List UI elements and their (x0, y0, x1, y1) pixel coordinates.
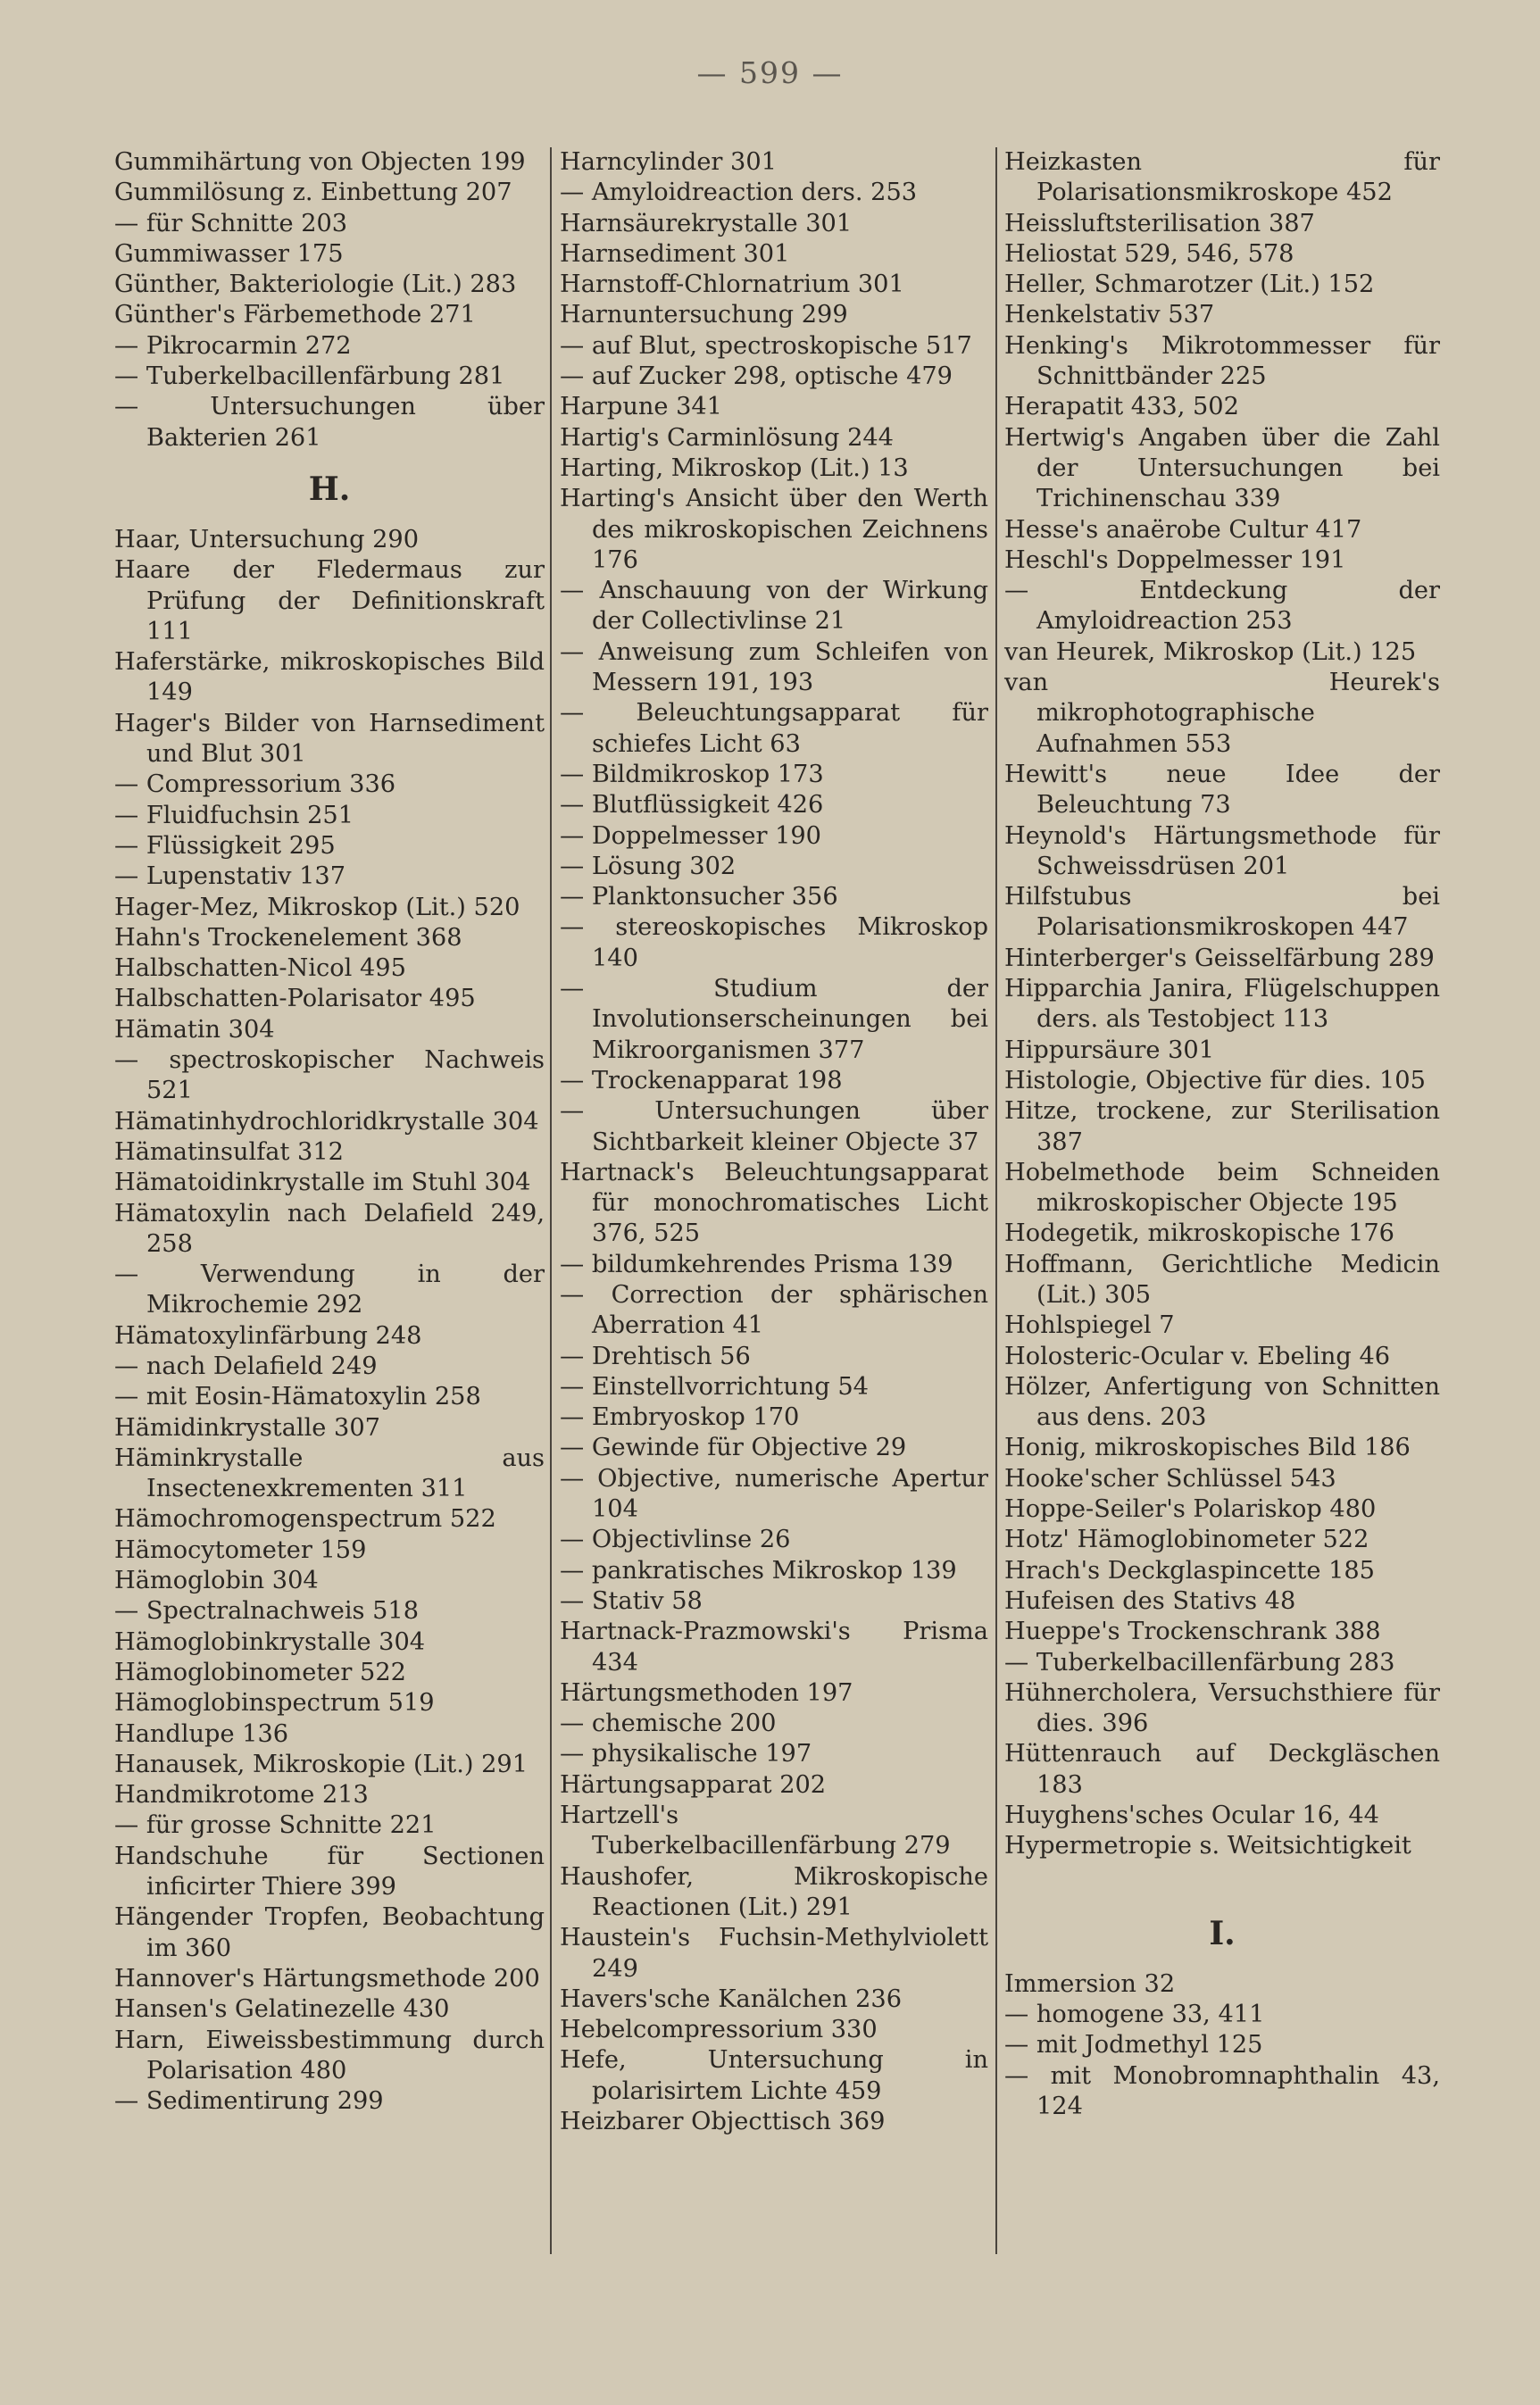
index-entry: — Einstellvorrichtung 54 (560, 1372, 869, 1401)
index-entry: Haare der Fledermaus zur Prüfung der Definitionskraft 111 (114, 556, 545, 645)
index-entry: — Lösung 302 (560, 852, 737, 880)
index-entry: Huyghens'sches Ocular 16, 44 (1004, 1802, 1379, 1830)
index-entry: Hager's Bilder von Harnsediment und Blut 301 (114, 709, 545, 769)
index-entry: — Untersuchungen über Sichtbarkeit kleiner Objecte 37 (560, 1097, 988, 1156)
index-entry: Hartnack's Beleuchtungsapparat für monochromatisches Licht 376, 525 (560, 1158, 988, 1248)
index-entry: Hotz' Hämoglobinometer 522 (1004, 1526, 1369, 1554)
index-entry: Havers'sche Kanälchen 236 (560, 1985, 903, 2013)
index-entry: Hohlspiegel 7 (1004, 1311, 1175, 1340)
index-entry: Hämatin 304 (114, 1015, 275, 1044)
index-entry: Haferstärke, mikroskopisches Bild 149 (114, 648, 545, 707)
index-entry: — nach Delafield 249 (114, 1352, 378, 1380)
index-entry: Hühnercholera, Versuchsthiere für dies. 396 (1004, 1678, 1440, 1738)
index-entry: — Drehtisch 56 (560, 1342, 751, 1370)
index-entry: — Correction der sphärischen Aberration 41 (560, 1280, 988, 1340)
index-entry: Hertwig's Angaben über die Zahl der Untersuchungen bei Trichinenschau 339 (1004, 423, 1440, 513)
index-entry: Hinterberger's Geisselfärbung 289 (1004, 944, 1435, 972)
index-entry: Henkelstativ 537 (1004, 301, 1215, 329)
index-entry: Hoffmann, Gerichtliche Medicin (Lit.) 305 (1004, 1250, 1440, 1309)
index-entry: Hartzell's Tuberkelbacillenfärbung 279 (560, 1802, 951, 1860)
index-entry: — Spectralnachweis 518 (114, 1597, 419, 1626)
index-entry: Hueppe's Trockenschrank 388 (1004, 1618, 1381, 1646)
index-entry: Harnsäurekrystalle 301 (560, 209, 853, 237)
index-entry: Histologie, Objective für dies. 105 (1004, 1066, 1426, 1094)
section-letter: I. (1209, 1914, 1236, 1952)
index-entry: Günther's Färbemethode 271 (114, 301, 476, 329)
index-entry: — Fluidfuchsin 251 (114, 801, 354, 829)
index-entry: Heizbarer Objecttisch 369 (560, 2108, 886, 2135)
index-entry: — Objective, numerische Apertur 104 (560, 1464, 988, 1524)
index-entry: Heller, Schmarotzer (Lit.) 152 (1004, 270, 1375, 299)
index-entry: Harnuntersuchung 299 (560, 301, 848, 329)
index-entry: Hoppe-Seiler's Polariskop 480 (1004, 1495, 1377, 1524)
index-entry: Halbschatten-Nicol 495 (114, 954, 406, 983)
index-entry: Hämatinsulfat 312 (114, 1137, 344, 1166)
index-entry: Handlupe 136 (114, 1719, 289, 1748)
index-entry: — pankratisches Mikroskop 139 (560, 1556, 957, 1585)
index-entry: van Heurek's mikrophotographische Aufnahmen 553 (1004, 669, 1440, 758)
index-entry: Gummiwasser 175 (114, 239, 344, 268)
index-entry: Harnsediment 301 (560, 239, 790, 268)
index-entry: — Doppelmesser 190 (560, 821, 821, 850)
index-entry: Hämatoidinkrystalle im Stuhl 304 (114, 1169, 531, 1197)
index-entry: — Beleuchtungsapparat für schiefes Licht 63 (560, 699, 988, 758)
index-entry: — bildumkehrendes Prisma 139 (560, 1250, 953, 1278)
index-entry: — homogene 33, 411 (1004, 2000, 1265, 2028)
page-number: — 599 — (696, 55, 844, 90)
index-entry: Harpune 341 (560, 393, 722, 421)
index-column-2 (560, 147, 988, 2253)
index-entry: Hipparchia Janira, Flügelschuppen ders. als Testobject 113 (1004, 975, 1440, 1034)
index-entry: Hooke'scher Schlüssel 543 (1004, 1464, 1336, 1493)
index-entry: Hanausek, Mikroskopie (Lit.) 291 (114, 1750, 529, 1778)
index-entry: — Studium der Involutionserscheinungen bei Mikroorganismen 377 (560, 975, 988, 1064)
index-entry: Gummilösung z. Einbettung 207 (114, 179, 512, 207)
index-entry: Härtungsapparat 202 (560, 1770, 827, 1799)
index-entry: Immersion 32 (1004, 1969, 1176, 1998)
index-entry: Hager-Mez, Mikroskop (Lit.) 520 (114, 893, 520, 921)
index-entry: — auf Zucker 298, optische 479 (560, 362, 953, 391)
index-entry: Häminkrystalle aus Insectenexkrementen 311 (114, 1444, 545, 1503)
index-entry: Hebelcompressorium 330 (560, 2016, 878, 2044)
index-entry: — Verwendung in der Mikrochemie 292 (114, 1261, 545, 1319)
index-entry: Hodegetik, mikroskopische 176 (1004, 1219, 1394, 1248)
index-entry: — für Schnitte 203 (114, 209, 348, 237)
index-entry: Hämatinhydrochloridkrystalle 304 (114, 1107, 539, 1136)
index-entry: Hartnack-Prazmowski's Prisma 434 (560, 1618, 988, 1677)
index-entry: — Planktonsucher 356 (560, 883, 838, 911)
index-entry: Harting's Ansicht über den Werth des mikroskopischen Zeichnens 176 (560, 485, 988, 574)
index-entry: Hämocytometer 159 (114, 1535, 367, 1564)
index-entry: Hefe, Untersuchung in polarisirtem Lichte 459 (560, 2046, 988, 2105)
index-entry: — Embryoskop 170 (560, 1403, 800, 1432)
index-entry: Hypermetropie s. Weitsichtigkeit (1004, 1832, 1411, 1860)
index-entry: — Stativ 58 (560, 1586, 703, 1615)
index-entry: — Blutflüssigkeit 426 (560, 791, 824, 820)
index-entry: — für grosse Schnitte 221 (114, 1811, 437, 1840)
index-entry: Günther, Bakteriologie (Lit.) 283 (114, 270, 517, 299)
index-entry: — stereoskopisches Mikroskop 140 (560, 913, 988, 972)
index-entry: — Flüssigkeit 295 (114, 831, 336, 860)
index-entry: Haar, Untersuchung 290 (114, 525, 420, 553)
index-entry: Hewitt's neue Idee der Beleuchtung 73 (1004, 760, 1440, 820)
index-entry: Hämoglobinkrystalle 304 (114, 1627, 426, 1656)
index-entry: Hartig's Carminlösung 244 (560, 423, 894, 452)
index-entry: Hängender Tropfen, Beobachtung im 360 (114, 1903, 545, 1962)
index-entry: Hämatoxylin nach Delafield 249, 258 (114, 1199, 545, 1258)
index-column-3 (1004, 147, 1440, 2253)
column-divider (550, 147, 552, 2254)
index-entry: Hämoglobinspectrum 519 (114, 1689, 435, 1718)
index-entry: — spectroskopischer Nachweis 521 (114, 1046, 545, 1105)
index-entry: Gummihärtung von Objecten 199 (114, 148, 526, 176)
index-entry: — Compressorium 336 (114, 770, 396, 799)
section-letter: H. (308, 470, 351, 508)
index-entry: — Gewinde für Objective 29 (560, 1434, 907, 1462)
index-entry: Henking's Mikrotommesser für Schnittbänder 225 (1004, 331, 1440, 391)
index-entry: Harnstoff-Chlornatrium 301 (560, 270, 904, 299)
index-column-1 (114, 147, 545, 2253)
index-entry: Hippursäure 301 (1004, 1036, 1215, 1064)
index-entry: — mit Jodmethyl 125 (1004, 2031, 1263, 2060)
index-entry: — Sedimentirung 299 (114, 2087, 384, 2116)
index-entry: Holosteric-Ocular v. Ebeling 46 (1004, 1342, 1391, 1370)
index-entry: Hitze, trockene, zur Sterilisation 387 (1004, 1097, 1440, 1156)
index-entry: Haushofer, Mikroskopische Reactionen (Lit.) 291 (560, 1862, 988, 1921)
index-entry: — Bildmikroskop 173 (560, 760, 824, 788)
index-entry: Hahn's Trockenelement 368 (114, 923, 462, 952)
index-entry: — auf Blut, spectroskopische 517 (560, 331, 972, 360)
index-entry: — Untersuchungen über Bakterien 261 (114, 393, 545, 452)
index-entry: — Anweisung zum Schleifen von Messern 191, 193 (560, 637, 988, 697)
index-entry: — Tuberkelbacillenfärbung 283 (1004, 1648, 1395, 1677)
index-entry: Hansen's Gelatinezelle 430 (114, 1995, 450, 2024)
index-entry: Harn, Eiweissbestimmung durch Polarisation 480 (114, 2026, 545, 2085)
index-entry: — mit Monobromnaphthalin 43, 124 (1004, 2061, 1440, 2120)
index-entry: — Anschauung von der Wirkung der Collectivlinse 21 (560, 577, 988, 636)
index-entry: Handmikrotome 213 (114, 1781, 369, 1810)
index-entry: — Amyloidreaction ders. 253 (560, 179, 918, 207)
index-entry: Härtungsmethoden 197 (560, 1678, 853, 1707)
index-entry: Heynold's Härtungsmethode für Schweissdrüsen 201 (1004, 821, 1440, 880)
index-entry: Hufeisen des Stativs 48 (1004, 1586, 1296, 1615)
index-entry: Hobelmethode beim Schneiden mikroskopischer Objecte 195 (1004, 1158, 1440, 1218)
index-entry: Heliostat 529, 546, 578 (1004, 239, 1294, 268)
index-entry: Heissluftsterilisation 387 (1004, 209, 1315, 237)
index-entry: — Lupenstativ 137 (114, 862, 345, 891)
section-spacer (1004, 1862, 1440, 1898)
index-entry: — Pikrocarmin 272 (114, 331, 352, 360)
index-entry: Hämatoxylinfärbung 248 (114, 1321, 422, 1350)
index-entry: Hüttenrauch auf Deckgläschen 183 (1004, 1740, 1440, 1799)
index-entry: Hrach's Deckglaspincette 185 (1004, 1556, 1375, 1585)
index-entry: Hämoglobin 304 (114, 1567, 319, 1595)
index-entry: Honig, mikroskopisches Bild 186 (1004, 1434, 1411, 1462)
index-entry: Harncylinder 301 (560, 148, 777, 176)
index-entry: Heizkasten für Polarisationsmikroskope 452 (1004, 148, 1440, 207)
index-entry: Herapatit 433, 502 (1004, 393, 1239, 421)
column-divider (995, 147, 997, 2254)
index-entry: — Tuberkelbacillenfärbung 281 (114, 362, 505, 391)
index-entry: Hämoglobinometer 522 (114, 1658, 406, 1686)
index-entry: — Objectivlinse 26 (560, 1526, 791, 1554)
index-entry: Hesse's anaërobe Cultur 417 (1004, 515, 1362, 544)
index-entry: Haustein's Fuchsin-Methylviolett 249 (560, 1924, 988, 1983)
index-entry: — Entdeckung der Amyloidreaction 253 (1004, 577, 1440, 636)
index-entry: Hämochromogenspectrum 522 (114, 1505, 496, 1534)
index-entry: Hannover's Härtungsmethode 200 (114, 1964, 540, 1993)
index-entry: Hilfstubus bei Polarisationsmikroskopen 447 (1004, 883, 1440, 942)
index-entry: Halbschatten-Polarisator 495 (114, 985, 476, 1013)
index-entry: — chemische 200 (560, 1710, 777, 1738)
index-entry: — mit Eosin-Hämatoxylin 258 (114, 1383, 481, 1411)
index-entry: van Heurek, Mikroskop (Lit.) 125 (1004, 637, 1417, 666)
index-entry: Harting, Mikroskop (Lit.) 13 (560, 454, 909, 482)
index-entry: Handschuhe für Sectionen inficirter Thiere 399 (114, 1842, 545, 1902)
index-entry: — physikalische 197 (560, 1740, 812, 1768)
index-entry: Hämidinkrystalle 307 (114, 1413, 380, 1442)
index-entry: — Trockenapparat 198 (560, 1066, 843, 1094)
index-entry: Hölzer, Anfertigung von Schnitten aus dens. 203 (1004, 1372, 1440, 1432)
index-entry: Heschl's Doppelmesser 191 (1004, 545, 1346, 574)
